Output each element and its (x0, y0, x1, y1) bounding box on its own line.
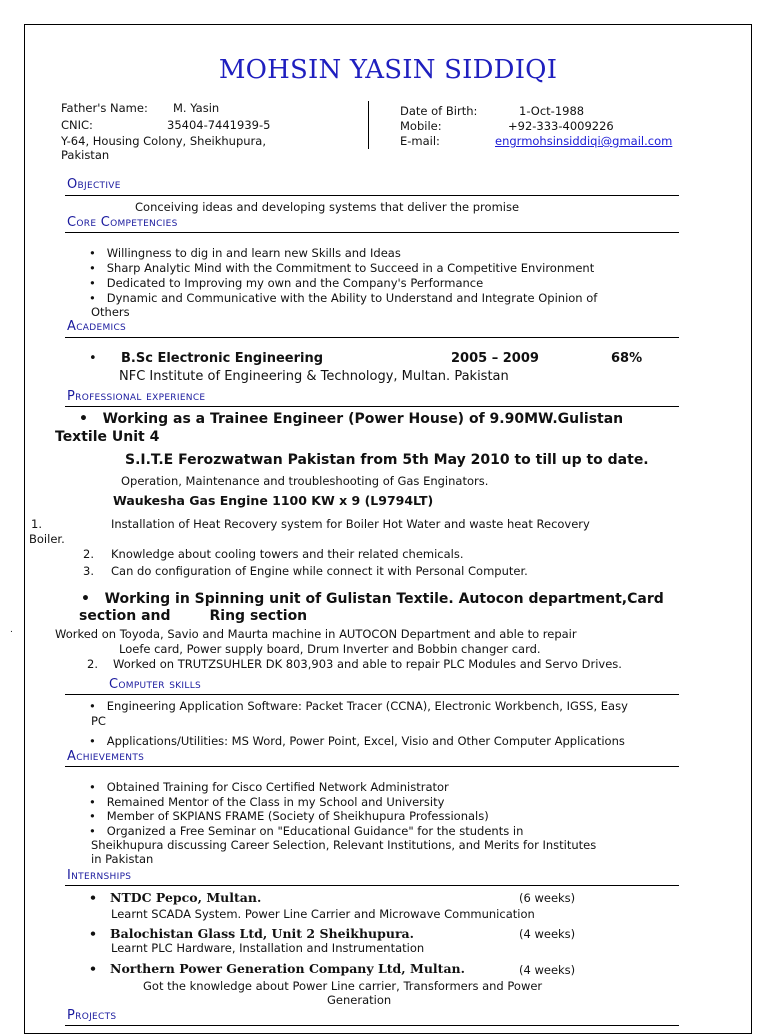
achievements-heading: Achievements (67, 749, 145, 764)
job2-title-cont: section and Ring section (79, 608, 308, 624)
job1-num: 2. (83, 547, 94, 561)
achievement-item-cont: Sheikhupura discussing Career Selection, Relevant Institutions, and Merits for Institutes (91, 838, 597, 852)
resume-page (24, 24, 752, 1034)
job1-point: Knowledge about cooling towers and their related chemicals. (111, 547, 464, 561)
cnic-value: 35404-7441939-5 (167, 118, 271, 132)
degree: B.Sc Electronic Engineering (121, 351, 324, 366)
achievement-item: • Remained Mentor of the Class in my School and University (89, 795, 445, 809)
mobile-label: Mobile: (400, 119, 442, 133)
dob-label: Date of Birth: (400, 104, 478, 118)
email-label: E-mail: (400, 134, 440, 148)
job1-title-cont: Textile Unit 4 (55, 429, 160, 445)
core-item: • Dedicated to Improving my own and the Company's Performance (89, 276, 484, 290)
fathers-name-label: Father's Name: (61, 101, 148, 115)
job1-point-cont: Boiler. (29, 532, 65, 546)
address-line1: Y-64, Housing Colony, Sheikhupura, (61, 134, 266, 148)
job2-num: 2. (87, 657, 98, 671)
job2-point-cont: Loefe card, Power supply board, Drum Inverter and Bobbin changer card. (119, 642, 541, 656)
academics-heading: Academics (67, 319, 127, 334)
internship-desc: Learnt SCADA System. Power Line Carrier and Microwave Communication (111, 907, 535, 921)
core-item-cont: Others (91, 305, 130, 319)
cnic-label: CNIC: (61, 118, 93, 132)
degree-years: 2005 – 2009 (451, 351, 539, 366)
job1-num: 1. (31, 517, 42, 531)
address-line2: Pakistan (61, 148, 110, 162)
computer-heading: Computer skills (109, 677, 202, 692)
achievement-item: • Member of SKPIANS FRAME (Society of Sheikhupura Professionals) (89, 809, 489, 823)
internship-desc-cont: Generation (327, 993, 392, 1007)
job1-num: 3. (83, 564, 94, 578)
fathers-name: M. Yasin (173, 101, 220, 115)
mobile-value: +92-333-4009226 (508, 119, 614, 133)
achievement-item-cont: in Pakistan (91, 852, 154, 866)
email-link[interactable]: engrmohsinsiddiqi@gmail.com (495, 134, 673, 148)
academics-rule (65, 337, 679, 338)
job2-point: Worked on Toyoda, Savio and Maurta machine in AUTOCON Department and able to repair (55, 627, 577, 641)
experience-heading: Professional experience (67, 389, 206, 404)
internship-desc: Got the knowledge about Power Line carrier, Transformers and Power (143, 979, 543, 993)
computer-rule (65, 694, 679, 695)
computer-item: • Applications/Utilities: MS Word, Power Point, Excel, Visio and Other Computer Applications (89, 734, 625, 748)
projects-heading: Projects (67, 1008, 117, 1023)
objective-heading: Objective (67, 177, 121, 192)
computer-item-cont: PC (91, 714, 106, 728)
core-item: • Willingness to dig in and learn new Skills and Ideas (89, 246, 401, 260)
degree-score: 68% (611, 351, 643, 366)
core-heading: Core Competencies (67, 215, 178, 230)
achievement-item: • Obtained Training for Cisco Certified Network Administrator (89, 780, 449, 794)
projects-rule (65, 1025, 679, 1026)
dob-value: 1-Oct-1988 (519, 104, 585, 118)
core-item: • Dynamic and Communicative with the Ability to Understand and Integrate Opinion of (89, 291, 598, 305)
margin-mark: . (10, 625, 13, 635)
degree-bullet: • (89, 351, 97, 366)
internship-org: • Northern Power Generation Company Ltd, Multan. (89, 961, 465, 976)
internship-desc: Learnt PLC Hardware, Installation and Instrumentation (111, 941, 425, 955)
core-item: • Sharp Analytic Mind with the Commitment to Succeed in a Competitive Environment (89, 261, 595, 275)
internships-heading: Internships (67, 868, 132, 883)
job2-title: • Working in Spinning unit of Gulistan Textile. Autocon department,Card (81, 591, 664, 607)
job1-point: Can do configuration of Engine while connect it with Personal Computer. (111, 564, 528, 578)
internship-duration: (6 weeks) (519, 891, 576, 905)
candidate-name: MOHSIN YASIN SIDDIQI (218, 55, 558, 85)
internship-org: • Balochistan Glass Ltd, Unit 2 Sheikhupura. (89, 926, 414, 941)
computer-item: • Engineering Application Software: Packet Tracer (CCNA), Electronic Workbench, IGSS, Easy (89, 699, 628, 713)
experience-rule (65, 406, 679, 407)
institute: NFC Institute of Engineering & Technology, Multan. Pakistan (119, 369, 509, 384)
header-divider (368, 101, 369, 149)
core-rule (65, 232, 679, 233)
job1-point: Installation of Heat Recovery system for Boiler Hot Water and waste heat Recovery (111, 517, 590, 531)
job1-title: • Working as a Trainee Engineer (Power House) of 9.90MW.Gulistan (79, 411, 624, 427)
achievements-rule (65, 766, 679, 767)
internship-org: • NTDC Pepco, Multan. (89, 890, 262, 905)
job2-point: Worked on TRUTZSUHLER DK 803,903 and able to repair PLC Modules and Servo Drives. (113, 657, 622, 671)
job1-company: S.I.T.E Ferozwatwan Pakistan from 5th May 2010 to till up to date. (125, 452, 649, 468)
job1-engine: Waukesha Gas Engine 1100 KW x 9 (L9794LT) (113, 493, 434, 508)
internship-duration: (4 weeks) (519, 927, 576, 941)
achievement-item: • Organized a Free Seminar on "Educational Guidance" for the students in (89, 824, 524, 838)
internships-rule (65, 885, 679, 886)
job1-desc: Operation, Maintenance and troubleshooting of Gas Enginators. (121, 474, 489, 488)
objective-rule (65, 195, 679, 196)
internship-duration: (4 weeks) (519, 963, 576, 977)
objective-text: Conceiving ideas and developing systems that deliver the promise (135, 200, 520, 214)
